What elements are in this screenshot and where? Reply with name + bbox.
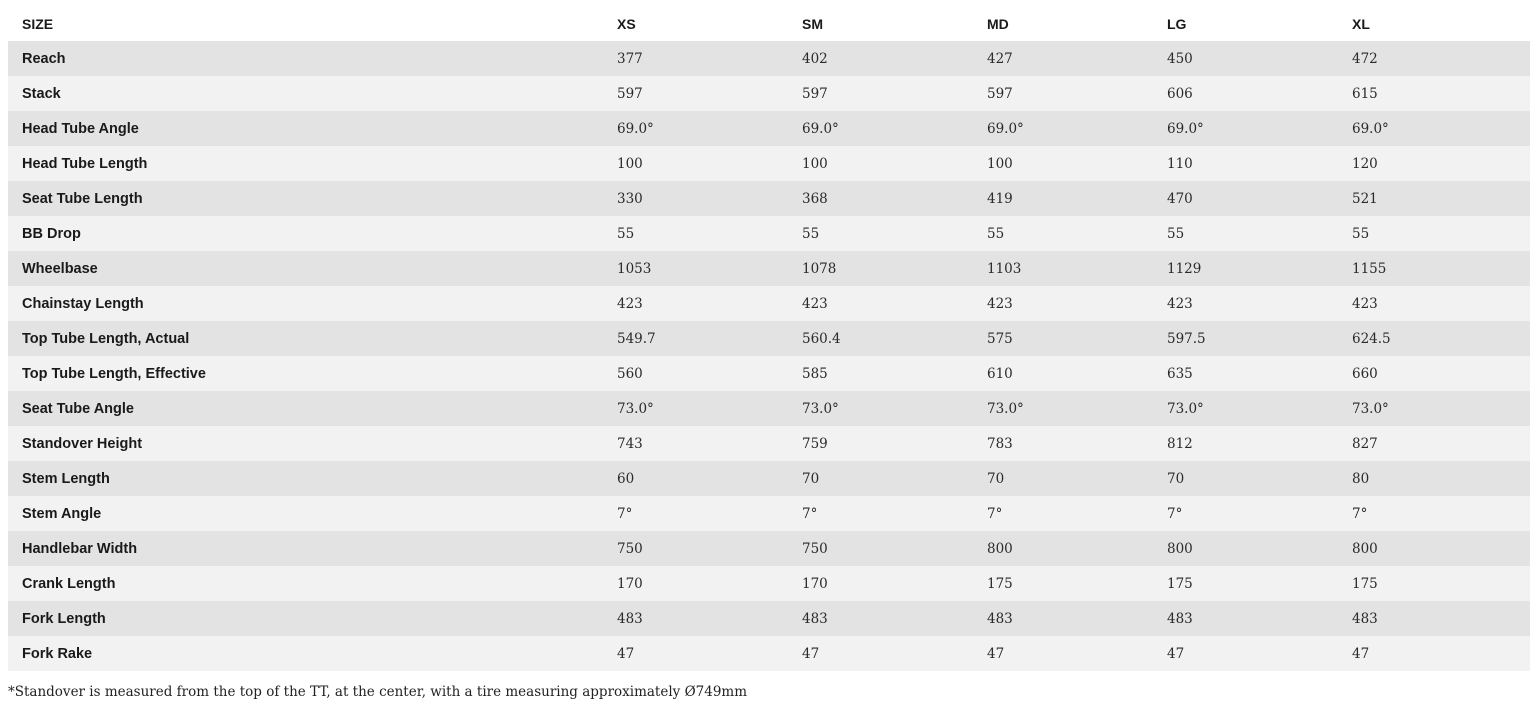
table-cell: 472 xyxy=(1352,41,1530,76)
table-cell: 427 xyxy=(987,41,1167,76)
table-cell: 100 xyxy=(802,146,987,181)
row-label: Crank Length xyxy=(8,566,617,601)
table-body xyxy=(8,41,1530,671)
table-row xyxy=(8,461,1530,496)
table-cell: 423 xyxy=(987,286,1167,321)
table-cell: 450 xyxy=(1167,41,1352,76)
table-cell: 1053 xyxy=(617,251,802,286)
table-cell: 55 xyxy=(617,216,802,251)
table-cell: 1078 xyxy=(802,251,987,286)
row-label: Fork Rake xyxy=(8,636,617,671)
table-cell: 750 xyxy=(617,531,802,566)
table-cell: 800 xyxy=(987,531,1167,566)
table-cell: 170 xyxy=(617,566,802,601)
geometry-table xyxy=(8,6,1530,671)
header-xl: XL xyxy=(1352,15,1370,32)
header-lg: LG xyxy=(1167,15,1187,32)
row-label: Fork Length xyxy=(8,601,617,636)
table-cell: 483 xyxy=(1167,601,1352,636)
table-row xyxy=(8,321,1530,356)
table-cell: 423 xyxy=(617,286,802,321)
table-cell: 55 xyxy=(802,216,987,251)
table-cell: 597 xyxy=(987,76,1167,111)
table-cell: 1103 xyxy=(987,251,1167,286)
table-cell: 743 xyxy=(617,426,802,461)
row-label: Head Tube Angle xyxy=(8,111,617,146)
table-cell: 759 xyxy=(802,426,987,461)
table-cell: 69.0° xyxy=(802,111,987,146)
row-label: Head Tube Length xyxy=(8,146,617,181)
table-cell: 423 xyxy=(1352,286,1530,321)
table-cell: 69.0° xyxy=(987,111,1167,146)
table-row xyxy=(8,216,1530,251)
table-row xyxy=(8,41,1530,76)
table-row xyxy=(8,146,1530,181)
table-cell: 606 xyxy=(1167,76,1352,111)
table-cell: 483 xyxy=(987,601,1167,636)
table-cell: 585 xyxy=(802,356,987,391)
table-cell: 47 xyxy=(617,636,802,671)
table-cell: 55 xyxy=(987,216,1167,251)
table-cell: 483 xyxy=(1352,601,1530,636)
row-label: Top Tube Length, Actual xyxy=(8,321,617,356)
table-row xyxy=(8,111,1530,146)
row-label: Stack xyxy=(8,76,617,111)
table-cell: 70 xyxy=(802,461,987,496)
table-cell: 73.0° xyxy=(987,391,1167,426)
table-cell: 368 xyxy=(802,181,987,216)
table-cell: 597 xyxy=(802,76,987,111)
table-cell: 69.0° xyxy=(1352,111,1530,146)
table-cell: 47 xyxy=(1352,636,1530,671)
header-size: SIZE xyxy=(22,15,54,32)
table-cell: 47 xyxy=(1167,636,1352,671)
row-label: Stem Angle xyxy=(8,496,617,531)
table-cell: 423 xyxy=(1167,286,1352,321)
row-label: Chainstay Length xyxy=(8,286,617,321)
table-cell: 47 xyxy=(802,636,987,671)
table-cell: 660 xyxy=(1352,356,1530,391)
table-cell: 521 xyxy=(1352,181,1530,216)
table-cell: 110 xyxy=(1167,146,1352,181)
table-cell: 70 xyxy=(987,461,1167,496)
table-cell: 175 xyxy=(1352,566,1530,601)
table-cell: 549.7 xyxy=(617,321,802,356)
table-cell: 610 xyxy=(987,356,1167,391)
table-row xyxy=(8,426,1530,461)
row-label: Stem Length xyxy=(8,461,617,496)
table-cell: 1129 xyxy=(1167,251,1352,286)
table-row xyxy=(8,601,1530,636)
header-md: MD xyxy=(987,15,1009,32)
table-cell: 7° xyxy=(1167,496,1352,531)
table-row xyxy=(8,636,1530,671)
row-label: Handlebar Width xyxy=(8,531,617,566)
row-label: Seat Tube Angle xyxy=(8,391,617,426)
table-row xyxy=(8,531,1530,566)
table-cell: 175 xyxy=(987,566,1167,601)
table-cell: 70 xyxy=(1167,461,1352,496)
table-cell: 624.5 xyxy=(1352,321,1530,356)
table-cell: 827 xyxy=(1352,426,1530,461)
table-cell: 800 xyxy=(1167,531,1352,566)
row-label: Top Tube Length, Effective xyxy=(8,356,617,391)
table-header-row xyxy=(8,6,1530,41)
table-cell: 120 xyxy=(1352,146,1530,181)
row-label: Reach xyxy=(8,41,617,76)
table-row xyxy=(8,181,1530,216)
table-cell: 783 xyxy=(987,426,1167,461)
table-cell: 7° xyxy=(1352,496,1530,531)
table-cell: 100 xyxy=(987,146,1167,181)
table-cell: 402 xyxy=(802,41,987,76)
table-cell: 73.0° xyxy=(802,391,987,426)
table-cell: 423 xyxy=(802,286,987,321)
table-row xyxy=(8,286,1530,321)
table-cell: 55 xyxy=(1352,216,1530,251)
table-cell: 73.0° xyxy=(617,391,802,426)
footnote: *Standover is measured from the top of the TT, at the center, with a tire measuring approximately Ø749mm xyxy=(8,684,748,700)
table-cell: 80 xyxy=(1352,461,1530,496)
row-label: Wheelbase xyxy=(8,251,617,286)
table-cell: 560 xyxy=(617,356,802,391)
table-row xyxy=(8,76,1530,111)
table-cell: 7° xyxy=(617,496,802,531)
row-label: BB Drop xyxy=(8,216,617,251)
row-label: Standover Height xyxy=(8,426,617,461)
table-cell: 597 xyxy=(617,76,802,111)
table-cell: 60 xyxy=(617,461,802,496)
table-cell: 419 xyxy=(987,181,1167,216)
table-cell: 175 xyxy=(1167,566,1352,601)
table-cell: 483 xyxy=(617,601,802,636)
table-cell: 170 xyxy=(802,566,987,601)
table-row xyxy=(8,251,1530,286)
table-cell: 575 xyxy=(987,321,1167,356)
table-cell: 615 xyxy=(1352,76,1530,111)
row-label: Seat Tube Length xyxy=(8,181,617,216)
table-cell: 812 xyxy=(1167,426,1352,461)
table-row xyxy=(8,496,1530,531)
header-xs: XS xyxy=(617,15,636,32)
table-row xyxy=(8,566,1530,601)
table-row xyxy=(8,391,1530,426)
table-row xyxy=(8,356,1530,391)
table-cell: 7° xyxy=(802,496,987,531)
table-cell: 330 xyxy=(617,181,802,216)
table-cell: 69.0° xyxy=(1167,111,1352,146)
table-cell: 73.0° xyxy=(1352,391,1530,426)
table-cell: 635 xyxy=(1167,356,1352,391)
table-cell: 1155 xyxy=(1352,251,1530,286)
table-cell: 483 xyxy=(802,601,987,636)
table-cell: 597.5 xyxy=(1167,321,1352,356)
table-cell: 73.0° xyxy=(1167,391,1352,426)
table-cell: 55 xyxy=(1167,216,1352,251)
table-cell: 377 xyxy=(617,41,802,76)
header-sm: SM xyxy=(802,15,823,32)
table-cell: 800 xyxy=(1352,531,1530,566)
table-cell: 7° xyxy=(987,496,1167,531)
table-cell: 560.4 xyxy=(802,321,987,356)
table-cell: 470 xyxy=(1167,181,1352,216)
table-cell: 47 xyxy=(987,636,1167,671)
table-cell: 750 xyxy=(802,531,987,566)
table-cell: 100 xyxy=(617,146,802,181)
table-cell: 69.0° xyxy=(617,111,802,146)
